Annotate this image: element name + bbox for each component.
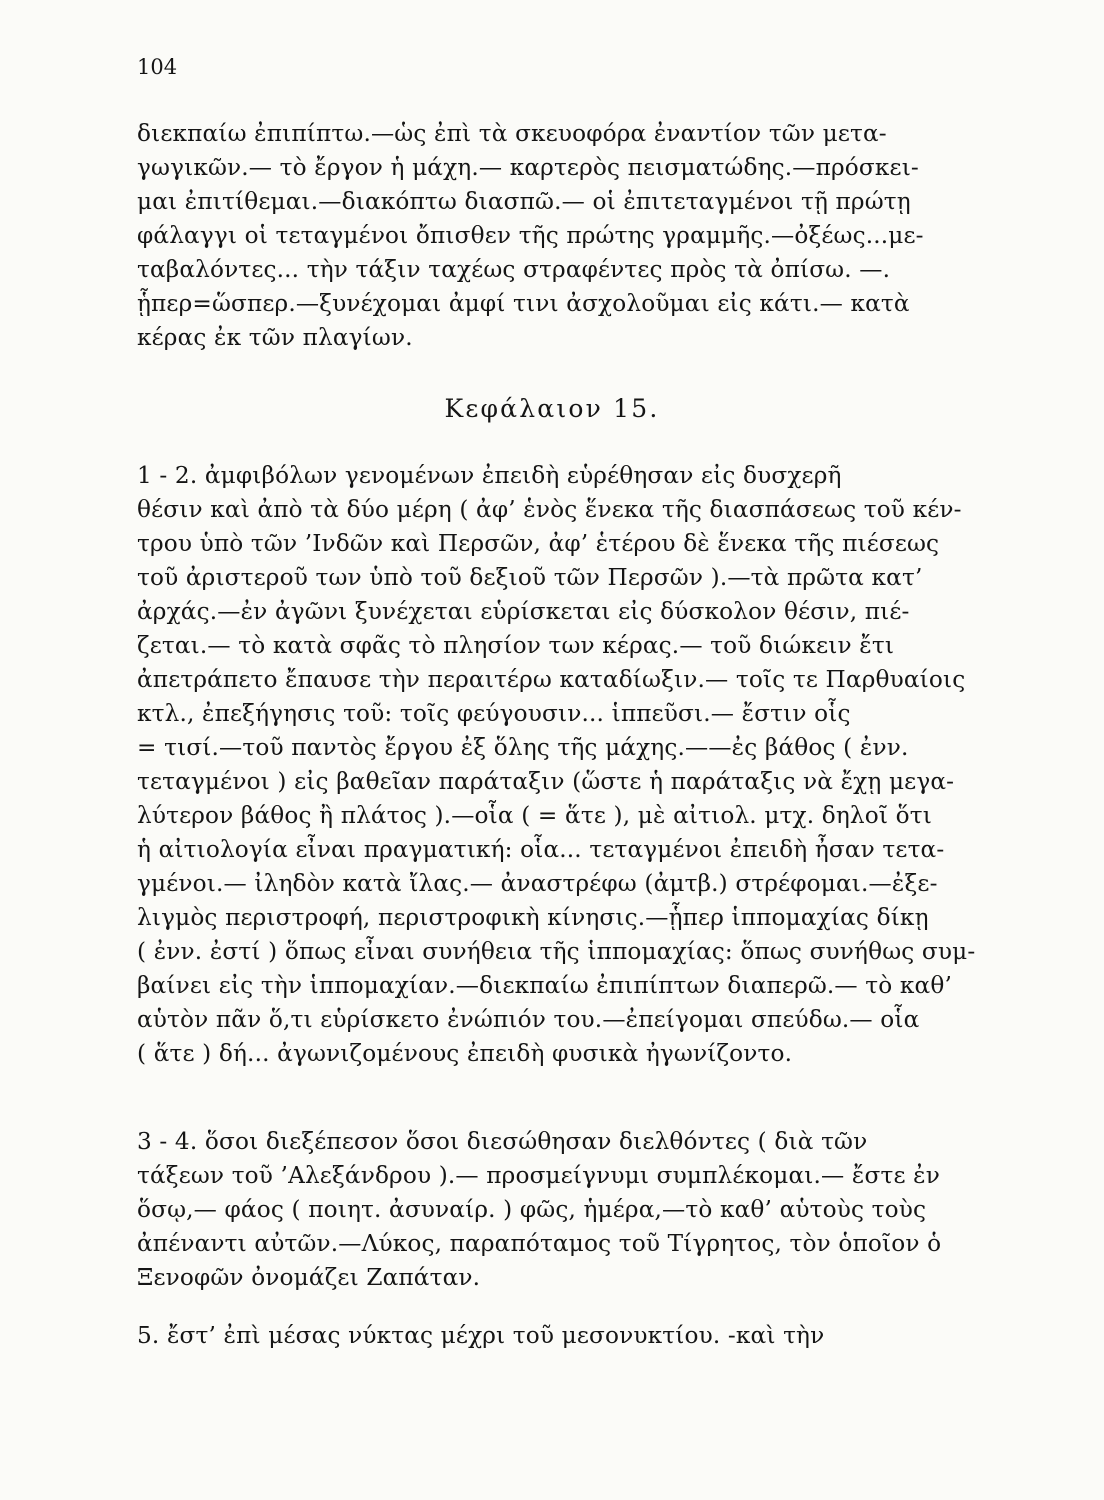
text-line: λιγμὸς περιστροφή, περιστροφικὴ κίνησις.—ᾗπερ ἱππομαχίας δίκῃ — [137, 904, 929, 931]
text-line: 1 - 2. ἀμφιβόλων γενομένων ἐπειδὴ εὑρέθησαν εἰς δυσχερῆ — [137, 462, 842, 489]
text-line: Ξενοφῶν ὀνομάζει Ζαπάταν. — [137, 1264, 481, 1291]
text-line: θέσιν καὶ ἀπὸ τὰ δύο μέρη ( ἀφ’ ἑνὸς ἕνεκα τῆς διασπάσεως τοῦ κέν- — [137, 496, 962, 523]
text-line: φάλαγγι οἱ τεταγμένοι ὄπισθεν τῆς πρώτης γραμμῆς.—ὀξέως...με- — [137, 222, 924, 249]
text-line: κτλ., ἐπεξήγησις τοῦ: τοῖς φεύγουσιν... ἱππεῦσι.— ἔστιν οἷς — [137, 700, 851, 727]
text-line: λύτερον βάθος ἢ πλάτος ).—οἷα ( = ἅτε ), μὲ αἰτιολ. μτχ. δηλοῖ ὅτι — [137, 802, 932, 829]
text-line: διεκπαίω ἐπιπίπτω.—ὡς ἐπὶ τὰ σκευοφόρα ἐναντίον τῶν μετα- — [137, 120, 887, 147]
text-line: ᾗπερ=ὥσπερ.—ξυνέχομαι ἀμφί τινι ἀσχολοῦμαι εἰς κάτι.— κατὰ — [137, 290, 910, 317]
text-line: = τισί.—τοῦ παντὸς ἔργου ἐξ ὅλης τῆς μάχης.——ἐς βάθος ( ἐνν. — [137, 734, 909, 761]
text-line: τοῦ ἀριστεροῦ των ὑπὸ τοῦ δεξιοῦ τῶν Περσῶν ).—τὰ πρῶτα κατ’ — [137, 564, 923, 591]
text-line: ταβαλόντες... τὴν τάξιν ταχέως στραφέντες πρὸς τὰ ὀπίσω. —. — [137, 256, 891, 283]
text-line: ἀπέναντι αὐτῶν.—Λύκος, παραπόταμος τοῦ Τίγρητος, τὸν ὁποῖον ὁ — [137, 1230, 942, 1257]
text-line: ἡ αἰτιολογία εἶναι πραγματική: οἷα... τεταγμένοι ἐπειδὴ ἦσαν τετα- — [137, 836, 945, 863]
text-line: κέρας ἐκ τῶν πλαγίων. — [137, 324, 413, 351]
section-heading: Κεφάλαιον 15. — [444, 394, 660, 423]
text-line: μαι ἐπιτίθεμαι.—διακόπτω διασπῶ.— οἱ ἐπιτεταγμένοι τῇ πρώτῃ — [137, 188, 911, 215]
text-line: τρου ὑπὸ τῶν ’Ινδῶν καὶ Περσῶν, ἀφ’ ἑτέρου δὲ ἕνεκα τῆς πιέσεως — [137, 530, 940, 557]
text-line: ἀρχάς.—ἐν ἀγῶνι ξυνέχεται εὑρίσκεται εἰς δύσκολον θέσιν, πιέ- — [137, 598, 910, 625]
text-line: αὑτὸν πᾶν ὅ,τι εὑρίσκετο ἐνώπιόν του.—ἐπείγομαι σπεύδω.— οἷα — [137, 1006, 920, 1033]
text-line: γωγικῶν.— τὸ ἔργον ἡ μάχη.— καρτερὸς πεισματώδης.—πρόσκει- — [137, 154, 919, 181]
text-line: ( ἅτε ) δή... ἀγωνιζομένους ἐπειδὴ φυσικὰ ἠγωνίζοντο. — [137, 1040, 793, 1067]
text-line: γμένοι.— ἰληδὸν κατὰ ἴλας.— ἀναστρέφω (ἀμτβ.) στρέφομαι.—ἐξε- — [137, 870, 938, 897]
text-line: τεταγμένοι ) εἰς βαθεῖαν παράταξιν (ὥστε ἡ παράταξις νὰ ἔχῃ μεγα- — [137, 768, 955, 795]
text-line: ὅσῳ,— φάος ( ποιητ. ἀσυναίρ. ) φῶς, ἡμέρα,—τὸ καθ’ αὑτοὺς τοὺς — [137, 1196, 927, 1223]
text-line: βαίνει εἰς τὴν ἱππομαχίαν.—διεκπαίω ἐπιπίπτων διαπερῶ.— τὸ καθ’ — [137, 972, 952, 999]
text-line: ζεται.— τὸ κατὰ σφᾶς τὸ πλησίον των κέρας.— τοῦ διώκειν ἔτι — [137, 632, 895, 659]
page-number: 104 — [137, 55, 178, 79]
text-line: ( ἐνν. ἐστί ) ὅπως εἶναι συνήθεια τῆς ἱππομαχίας: ὅπως συνήθως συμ- — [137, 938, 976, 965]
text-line: ἀπετράπετο ἔπαυσε τὴν περαιτέρω καταδίωξιν.— τοῖς τε Παρθυαίοις — [137, 666, 966, 693]
text-line: 5. ἔστ’ ἐπὶ μέσας νύκτας μέχρι τοῦ μεσονυκτίου. -καὶ τὴν — [137, 1322, 825, 1349]
text-line: τάξεων τοῦ ’Αλεξάνδρου ).— προσμείγνυμι συμπλέκομαι.— ἔστε ἐν — [137, 1162, 940, 1189]
text-line: 3 - 4. ὅσοι διεξέπεσον ὅσοι διεσώθησαν διελθόντες ( διὰ τῶν — [137, 1128, 868, 1155]
